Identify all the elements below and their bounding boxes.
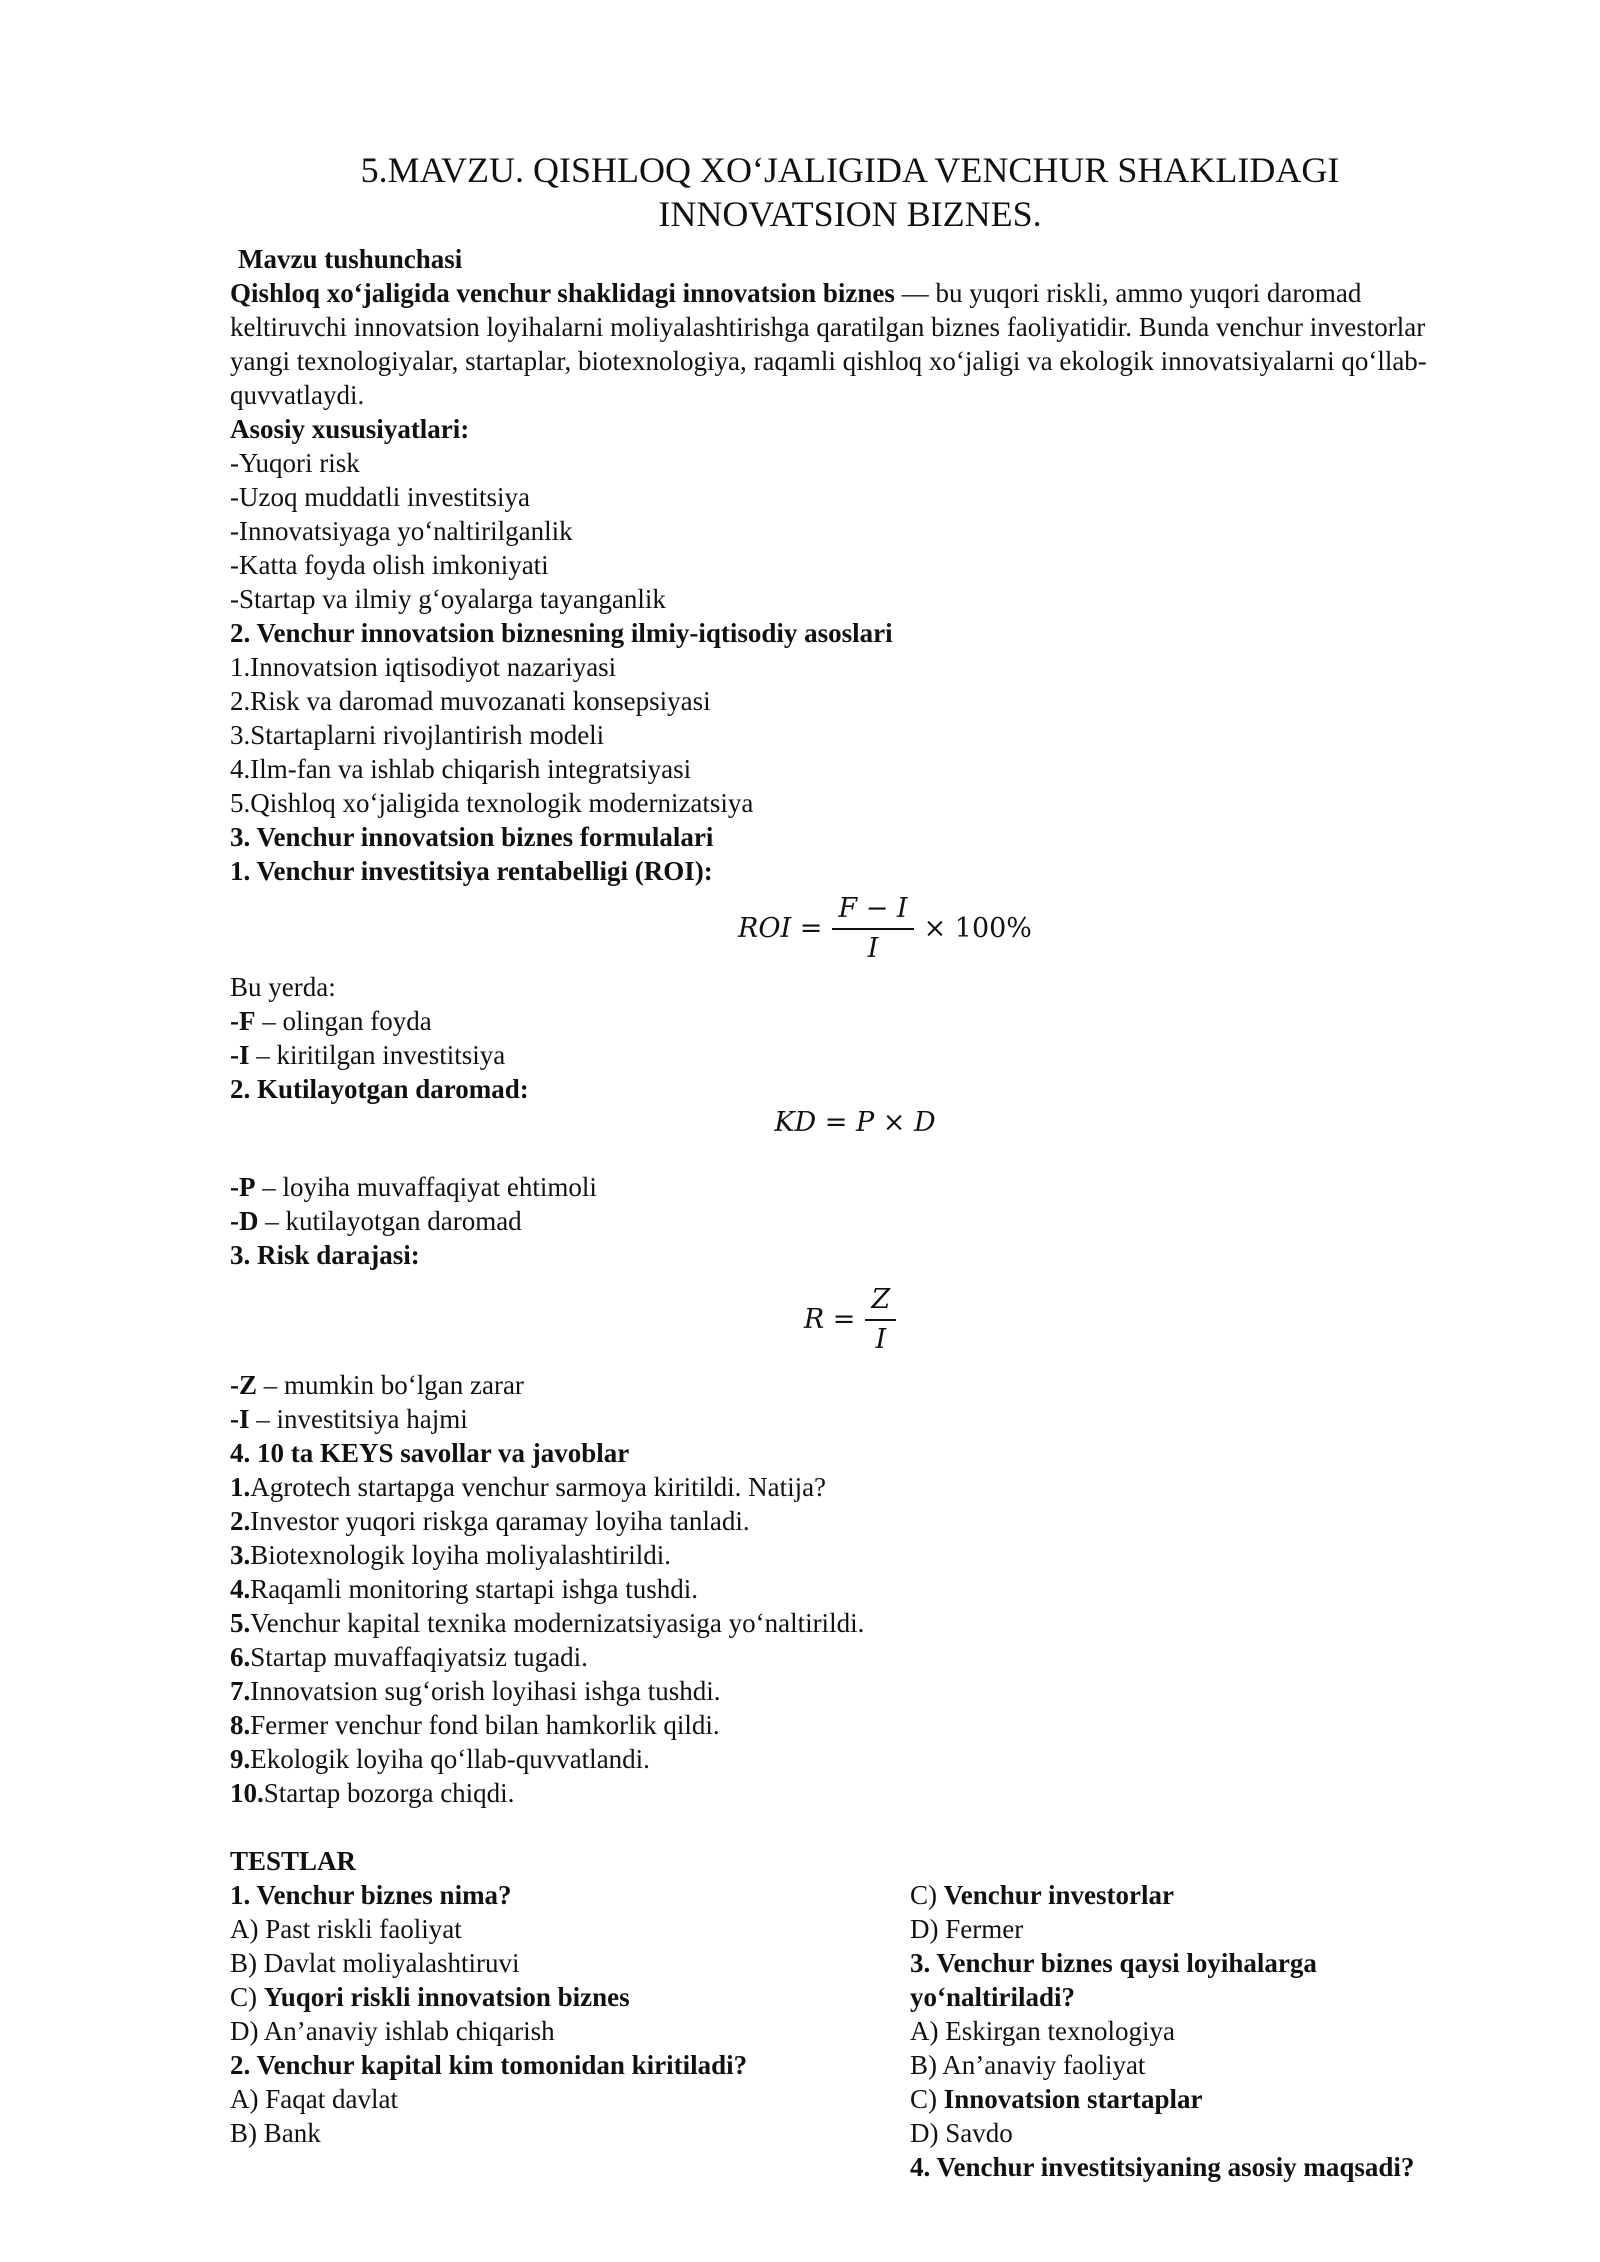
tests-left-column xyxy=(230,1878,910,2184)
answer-option: D) An’anaviy ishlab chiqarish xyxy=(230,2016,555,2046)
answer-option: B) Davlat moliyalashtiruvi xyxy=(230,1948,520,1978)
foundations-heading: 2. Venchur innovatsion biznesning ilmiy-iqtisodiy asoslari xyxy=(230,618,893,648)
answer-option: A) Eskirgan texnologiya xyxy=(910,2016,1175,2046)
variable-definition: -Z – mumkin bo‘lgan zarar xyxy=(230,1370,524,1400)
roi-heading: 1. Venchur investitsiya rentabelligi (ROI): xyxy=(230,856,713,886)
roi-fraction xyxy=(832,893,913,965)
roi-formula xyxy=(290,888,1480,970)
list-item: 1.Innovatsion iqtisodiyot nazariyasi xyxy=(230,652,617,682)
answer-option: A) Faqat davlat xyxy=(230,2084,398,2114)
answer-option: D) Fermer xyxy=(910,1914,1024,1944)
spacer xyxy=(230,1810,1480,1844)
concept-lead-rest: — bu yuqori riskli, ammo yuqori daromad keltiruvchi innovatsion loyihalarni moliyalashtirishga qaratilgan biznes faoliyatidir. Bunda venchur investorlar yangi texnologiyalar, startaplar, biotexnologiya, raqamli qishloq xo‘jaligi va ekologik innovatsiyalarni qo‘llab-quvvatlaydi. xyxy=(230,278,1427,410)
risk-denominator: I xyxy=(875,1324,887,1355)
title-line-1: 5.MAVZU. QISHLOQ XO‘JALIGIDA VENCHUR SHAKLIDAGI xyxy=(360,150,1340,190)
answer-option: B) An’anaviy faoliyat xyxy=(910,2050,1146,2080)
case-item: 4.Raqamli monitoring startapi ishga tushdi. xyxy=(230,1574,698,1604)
concept-paragraph xyxy=(230,276,1470,412)
risk-fraction xyxy=(865,1284,896,1356)
question-2: 2. Venchur kapital kim tomonidan kiritiladi? xyxy=(230,2050,748,2080)
roi-denominator: I xyxy=(867,933,879,964)
tests-columns xyxy=(230,1878,1480,2184)
answer-option-correct: C) Venchur investorlar xyxy=(910,1880,1175,1910)
roi-numerator: F − I xyxy=(832,893,913,930)
answer-option-correct: C) Innovatsion startaplar xyxy=(910,2084,1203,2114)
concept-lead-bold: Qishloq xo‘jaligida venchur shaklidagi innovatsion biznes xyxy=(230,278,895,308)
features-heading: Asosiy xususiyatlari: xyxy=(230,414,470,444)
document-body xyxy=(230,242,1480,2184)
case-item: 1.Agrotech startapga venchur sarmoya kiritildi. Natija? xyxy=(230,1472,827,1502)
page-title xyxy=(230,148,1470,236)
roi-rhs: × 100% xyxy=(923,913,1032,944)
case-item: 7.Innovatsion sug‘orish loyihasi ishga tushdi. xyxy=(230,1676,721,1706)
roi-lhs: ROI = xyxy=(738,913,823,944)
cases-heading: 4. 10 ta KEYS savollar va javoblar xyxy=(230,1438,630,1468)
answer-option-correct: C) Yuqori riskli innovatsion biznes xyxy=(230,1982,630,2012)
case-item: 9.Ekologik loyiha qo‘llab-quvvatlandi. xyxy=(230,1744,650,1774)
variable-definition: -I – investitsiya hajmi xyxy=(230,1404,468,1434)
kd-expression: KD = P × D xyxy=(774,1107,936,1138)
case-item: 10.Startap bozorga chiqdi. xyxy=(230,1778,515,1808)
case-item: 2.Investor yuqori riskga qaramay loyiha tanladi. xyxy=(230,1506,750,1536)
case-item: 6.Startap muvaffaqiyatsiz tugadi. xyxy=(230,1642,588,1672)
formulas-heading: 3. Venchur innovatsion biznes formulalari xyxy=(230,822,714,852)
answer-option: D) Savdo xyxy=(910,2118,1013,2148)
question-4: 4. Venchur investitsiyaning asosiy maqsadi? xyxy=(910,2152,1415,2182)
list-item: 3.Startaplarni rivojlantirish modeli xyxy=(230,720,605,750)
variable-definition: -P – loyiha muvaffaqiyat ehtimoli xyxy=(230,1172,597,1202)
title-line-2: INNOVATSION BIZNES. xyxy=(658,194,1042,234)
list-item: -Katta foyda olish imkoniyati xyxy=(230,550,549,580)
question-3-continued: yo‘naltiriladi? xyxy=(910,1982,1076,2012)
tests-heading: TESTLAR xyxy=(230,1846,357,1876)
list-item: -Innovatsiyaga yo‘naltirilganlik xyxy=(230,516,573,546)
case-item: 3.Biotexnologik loyiha moliyalashtirildi. xyxy=(230,1540,671,1570)
list-item: -Uzoq muddatli investitsiya xyxy=(230,482,530,512)
list-item: 5.Qishloq xo‘jaligida texnologik modernizatsiya xyxy=(230,788,754,818)
list-item: 2.Risk va daromad muvozanati konsepsiyasi xyxy=(230,686,711,716)
roi-note: Bu yerda: xyxy=(230,972,336,1002)
kd-heading: 2. Kutilayotgan daromad: xyxy=(230,1074,529,1104)
risk-lhs: R = xyxy=(803,1304,856,1335)
tests-right-column xyxy=(910,1878,1480,2184)
answer-option: B) Bank xyxy=(230,2118,321,2148)
risk-numerator: Z xyxy=(865,1284,896,1321)
case-item: 5.Venchur kapital texnika modernizatsiyasiga yo‘naltirildi. xyxy=(230,1608,865,1638)
concept-heading: Mavzu tushunchasi xyxy=(238,244,463,274)
risk-formula xyxy=(230,1272,1480,1368)
question-1: 1. Venchur biznes nima? xyxy=(230,1880,512,1910)
answer-option: A) Past riskli faoliyat xyxy=(230,1914,462,1944)
variable-definition: -I – kiritilgan investitsiya xyxy=(230,1040,506,1070)
risk-heading: 3. Risk darajasi: xyxy=(230,1240,420,1270)
variable-definition: -D – kutilayotgan daromad xyxy=(230,1206,522,1236)
variable-definition: -F – olingan foyda xyxy=(230,1006,432,1036)
kd-formula xyxy=(230,1106,1480,1170)
list-item: -Startap va ilmiy g‘oyalarga tayanganlik xyxy=(230,584,666,614)
case-item: 8.Fermer venchur fond bilan hamkorlik qildi. xyxy=(230,1710,720,1740)
list-item: -Yuqori risk xyxy=(230,448,360,478)
list-item: 4.Ilm-fan va ishlab chiqarish integratsiyasi xyxy=(230,754,692,784)
question-3: 3. Venchur biznes qaysi loyihalarga xyxy=(910,1948,1317,1978)
